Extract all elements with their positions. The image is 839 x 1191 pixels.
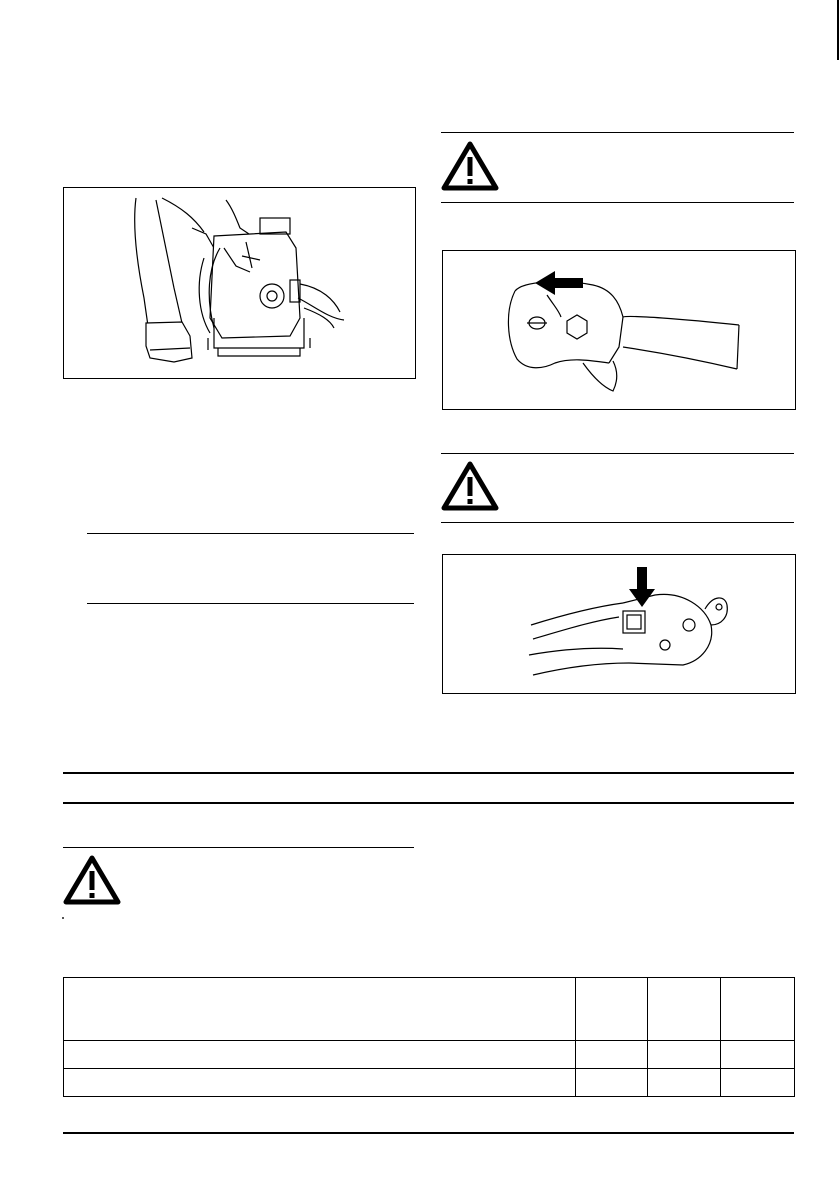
- table-cell: [64, 1041, 576, 1069]
- table-cell: [64, 1069, 576, 1097]
- footer-rule: [63, 1132, 794, 1134]
- warning-2-bottom-rule: [441, 522, 794, 523]
- table-row: [64, 1041, 795, 1069]
- table-header-cell: [648, 978, 721, 1041]
- section-top-rule: [63, 772, 794, 774]
- specification-table: [63, 977, 795, 1097]
- warning-triangle-icon: [441, 141, 499, 191]
- table-row: [64, 1069, 795, 1097]
- table-cell: [576, 1069, 648, 1097]
- table-cell: [721, 1041, 795, 1069]
- handle-lock-illustration: [443, 555, 795, 693]
- table-cell: [648, 1041, 721, 1069]
- section-bottom-rule: [63, 802, 794, 804]
- warning-triangle-icon: [63, 855, 121, 905]
- table-cell: [576, 1041, 648, 1069]
- warning-3-top-rule: [63, 847, 414, 848]
- engine-start-illustration: [64, 188, 415, 378]
- handle-release-illustration: [443, 251, 795, 409]
- stray-mark: [62, 917, 64, 919]
- warning-1-top-rule: [441, 132, 794, 133]
- note-bottom-rule: [87, 603, 414, 604]
- handle-lock-figure: [442, 554, 796, 694]
- note-top-rule: [87, 533, 414, 534]
- engine-start-figure: [63, 187, 416, 379]
- warning-triangle-icon: [441, 461, 499, 511]
- table-header-row: [64, 978, 795, 1041]
- table-header-cell: [721, 978, 795, 1041]
- table-cell: [721, 1069, 795, 1097]
- warning-1-bottom-rule: [441, 202, 794, 203]
- warning-2-top-rule: [441, 453, 794, 454]
- handle-release-figure: [442, 250, 796, 410]
- table-cell: [648, 1069, 721, 1097]
- table-header-cell: [576, 978, 648, 1041]
- table-header-cell: [64, 978, 576, 1041]
